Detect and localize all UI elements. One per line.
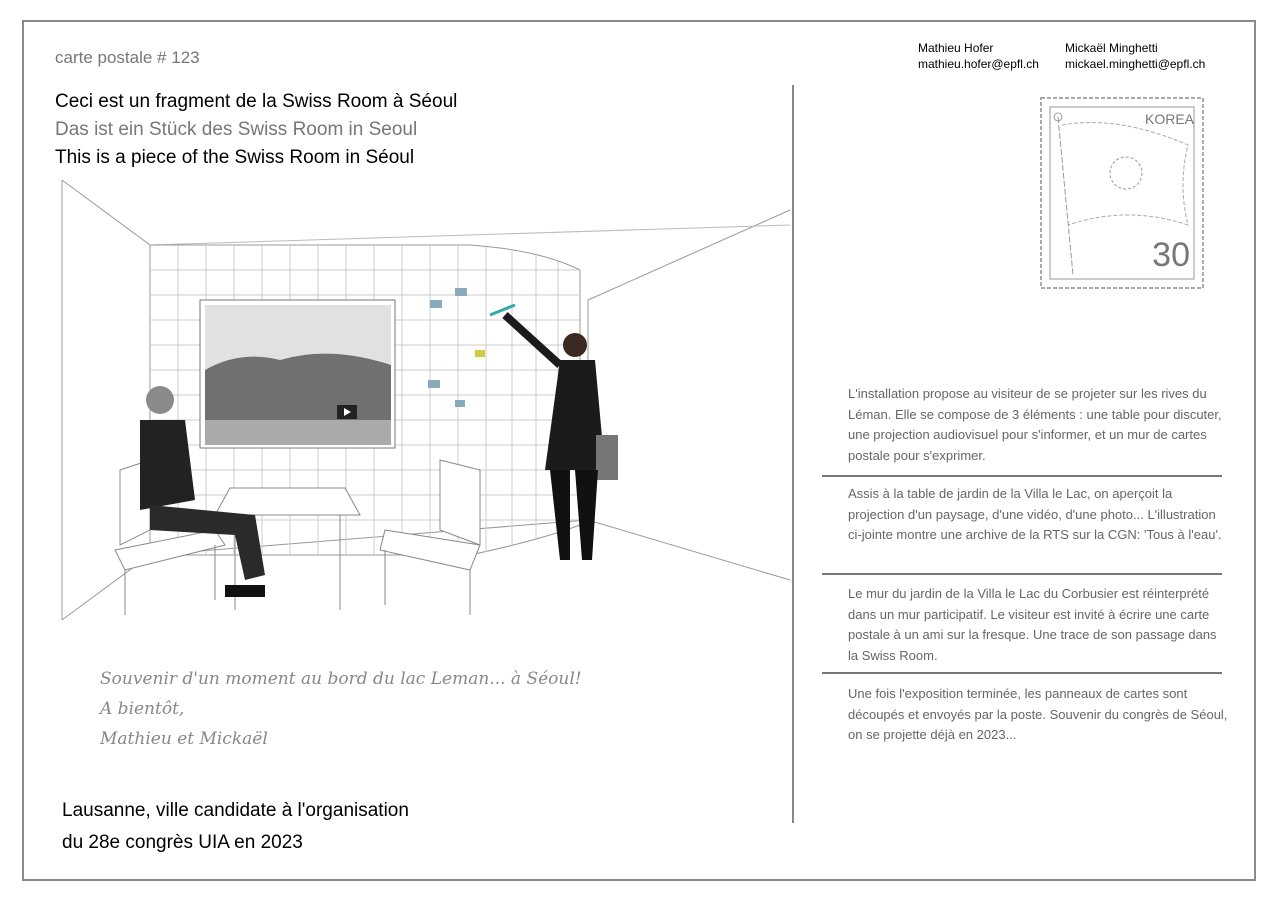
separator — [822, 672, 1222, 674]
flag-icon — [1062, 123, 1188, 226]
paragraph-table: Assis à la table de jardin de la Villa le Lac, on aperçoit la projection d'un paysage, d'une vidéo, d'une photo... L'illustration ci-jointe montre une archive de la RTS sur la CGN: 'Tous à l'eau'. — [848, 486, 1222, 542]
title-en: This is a piece of the Swiss Room in Séoul — [55, 147, 415, 168]
stamp-value: 30 — [1152, 236, 1190, 274]
postcard-divider — [792, 85, 794, 823]
author-name: Mathieu Hofer — [918, 41, 994, 55]
author-email[interactable]: mickael.minghetti@epfl.ch — [1065, 57, 1206, 71]
author-name: Mickaël Minghetti — [1065, 41, 1158, 55]
author-1 — [918, 40, 1039, 72]
paragraph-installation: L'installation propose au visiteur de se projeter sur les rives du Léman. Elle se compose de 3 éléments : une table pour discuter, une projection audiovisuel pour s'informer, et un mur de cartes postale pour s'exprimer. — [848, 386, 1222, 463]
title-fr: Ceci est un fragment de la Swiss Room à Séoul — [55, 91, 458, 112]
handwritten-line: A bientôt, — [100, 699, 185, 719]
wall-postcards — [428, 288, 485, 407]
separator — [822, 475, 1222, 477]
chair-right — [440, 460, 480, 545]
paragraph-exhibition: Une fois l'exposition terminée, les panneaux de cartes sont découpés et envoyés par la poste. Souvenir du congrès de Séoul, on se projette déjà en 2023... — [848, 686, 1228, 742]
footer-line: du 28e congrès UIA en 2023 — [62, 832, 303, 853]
stamp-country: KOREA — [1144, 111, 1194, 127]
footer-text — [62, 795, 409, 859]
title-de: Das ist ein Stück des Swiss Room in Seoul — [55, 119, 418, 140]
separator — [822, 573, 1222, 575]
handwritten-line: Souvenir d'un moment au bord du lac Leman... à Séoul! — [100, 669, 582, 689]
paragraph-wall: Le mur du jardin de la Villa le Lac du Corbusier est réinterprété dans un mur participatif. Le visiteur est invité à écrire une carte postale à un ami sur la fresque. Une trace de son passage dans la Swiss Room. — [848, 586, 1217, 663]
card-number: carte postale # 123 — [55, 48, 200, 67]
handwritten-message — [100, 664, 582, 754]
author-2 — [1065, 40, 1205, 72]
swiss-room-illustration — [0, 0, 792, 660]
footer-line: Lausanne, ville candidate à l'organisation — [62, 800, 409, 821]
standing-woman — [490, 305, 618, 560]
handwritten-signature: Mathieu et Mickaël — [100, 729, 268, 749]
korea-stamp — [1038, 95, 1206, 291]
author-email[interactable]: mathieu.hofer@epfl.ch — [918, 57, 1039, 71]
table — [215, 488, 360, 515]
